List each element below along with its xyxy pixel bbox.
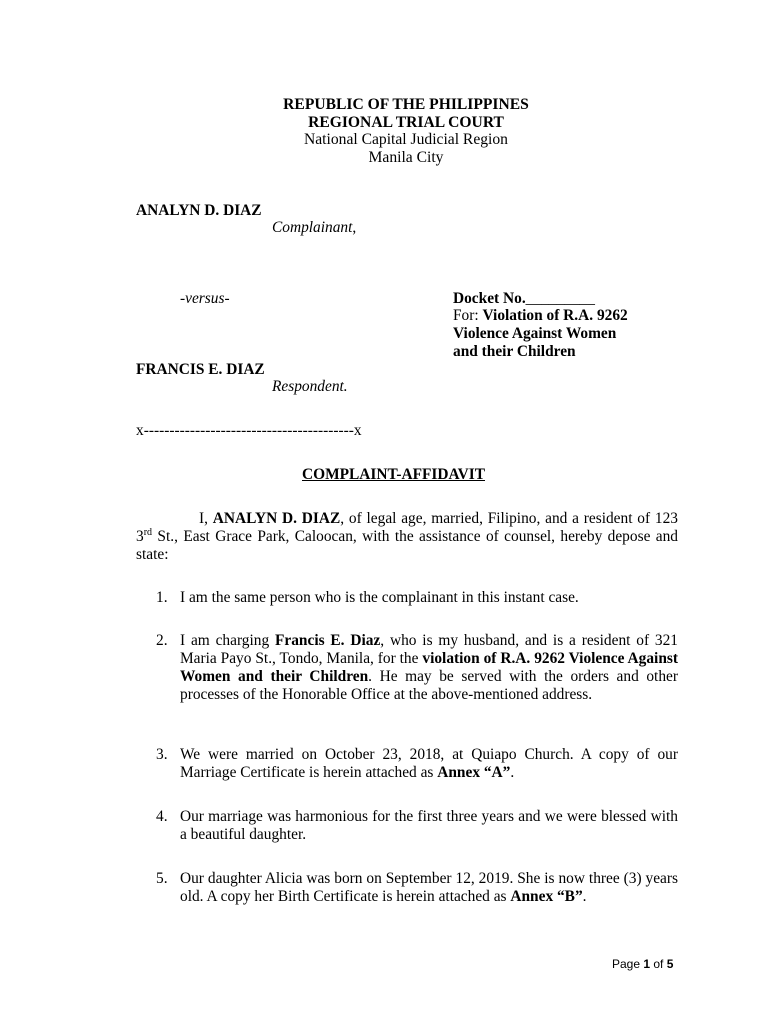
footer-page: 1 [643, 957, 651, 971]
footer-middle: of [650, 957, 667, 971]
item3-annex: Annex “A” [437, 764, 511, 781]
complainant-role [272, 219, 356, 237]
docket-for-line [453, 307, 628, 325]
intro-name: ANALYN D. DIAZ [212, 510, 341, 527]
list-item-number: 5. [156, 870, 168, 887]
intro-part1: I, [199, 510, 213, 527]
page-number-footer [612, 955, 673, 973]
docket-for-prefix: For: [453, 307, 483, 324]
docket-blank: _________ [525, 290, 595, 307]
item2-text-a: I am charging [180, 632, 275, 649]
complainant-role-label: Complainant [272, 219, 353, 236]
versus-label: -versus- [180, 290, 230, 307]
item2-text-c: , who is my husband, and is a resident of 321 Maria Payo St., Tondo, Manila, for the [180, 632, 678, 667]
court-header-rtc: REGIONAL TRIAL COURT [308, 114, 504, 131]
item5-text-a: Our daughter Alicia was born on September 12, 2019. She is now three (3) years old. A copy her Birth Certificate is herein attached as [180, 870, 678, 905]
document-title: COMPLAINT-AFFIDAVIT [302, 466, 485, 483]
list-item-number: 2. [156, 632, 168, 649]
list-item-number: 3. [156, 746, 168, 763]
footer-prefix: Page [612, 957, 644, 971]
item3-text-a: We were married on October 23, 2018, at Quiapo Church. A copy of our Marriage Certificate is herein attached as [180, 746, 678, 781]
complainant-role-suffix: , [352, 219, 357, 236]
list-item-number: 1. [156, 589, 168, 606]
list-item-text [180, 746, 678, 782]
item5-annex: Annex “B” [510, 888, 583, 905]
docket-vawc-line: Violence Against Women [453, 325, 617, 342]
complainant-name: ANALYN D. DIAZ [136, 202, 262, 219]
respondent-role: Respondent. [272, 378, 348, 395]
respondent-name: FRANCIS E. DIAZ [136, 361, 265, 378]
docket-label: Docket No. [453, 290, 526, 307]
intro-paragraph [136, 510, 678, 564]
list-item-text: I am the same person who is the complainant in this instant case. [180, 589, 579, 606]
list-item-text [180, 632, 678, 704]
docket-children-line: and their Children [453, 343, 576, 360]
docket-violation: Violation of R.A. 9262 [482, 307, 628, 324]
item2-violation: violation of R.A. 9262 Violence Against Women and their Children [180, 650, 678, 685]
item5-text-c: . [582, 888, 587, 905]
intro-sup: rd [143, 526, 153, 538]
item3-text-c: . [510, 764, 515, 781]
item2-respondent: Francis E. Diaz [275, 632, 381, 649]
court-header-city: Manila City [368, 149, 444, 166]
list-item-number: 4. [156, 808, 168, 825]
list-item-text: Our marriage was harmonious for the first three years and we were blessed with a beautiful daughter. [180, 808, 678, 843]
list-item-text [180, 870, 678, 906]
item2-text-e: . He may be served with the orders and other processes of the Honorable Office at the above-mentioned address. [180, 668, 678, 703]
intro-part3: St., East Grace Park, Caloocan, with the assistance of counsel, hereby depose and state: [136, 528, 678, 563]
court-header-region: National Capital Judicial Region [304, 131, 508, 148]
court-header-republic: REPUBLIC OF THE PHILIPPINES [283, 96, 529, 113]
footer-total: 5 [666, 957, 674, 971]
caption-separator: x-----------------------------------------x [136, 422, 362, 439]
intro-part2: , of legal age, married, Filipino, and a resident of 123 3 [136, 510, 678, 545]
docket-number [453, 290, 595, 308]
